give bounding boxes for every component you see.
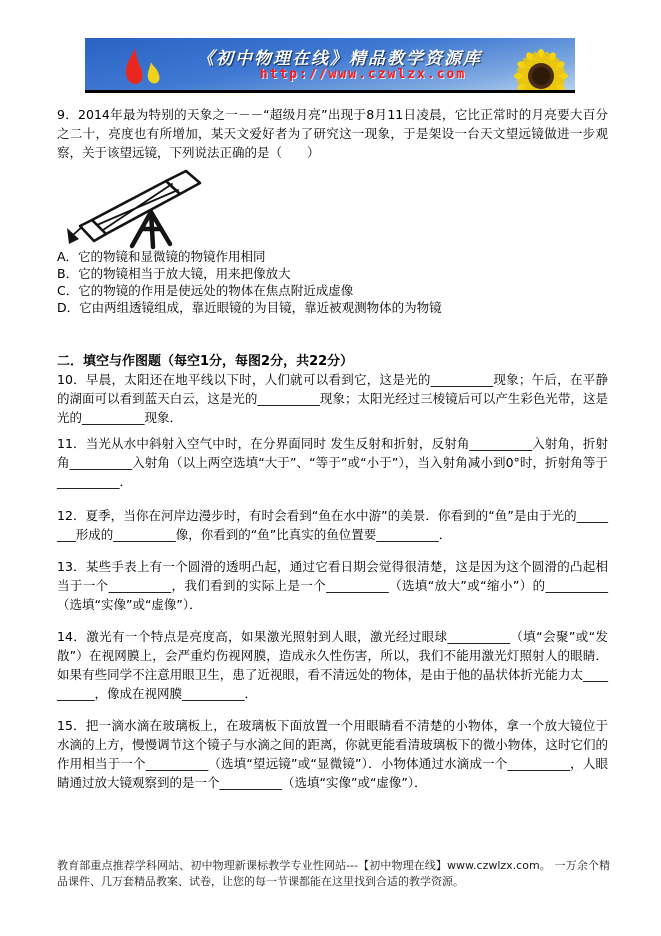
site-url: http://www.czwlzx.com [259,67,467,82]
option-a: A．它的物镜和显微镜的物镜作用相同 [57,249,266,264]
question-12-text: 12．夏季，当你在河岸边漫步时，有时会看到“鱼在水中游”的美景．你看到的“鱼”是由于光的________形成的__________像，你看到的“鱼”比真实的鱼位置要__________． [57,508,608,542]
section-2-title: 二．填空与作图题（每空1分，每图2分，共22分） [57,354,354,369]
question-9-text: 9．2014年最为特别的天象之一－－“超级月亮”出现于8月11日凌晨，它比正常时的月亮要大百分之二十，亮度也有所增加，某天文爱好者为了研究这一现象，于是架设一台天文望远镜做进一步观察，关于该望远镜，下列说法正确的是（ ） [57,107,608,160]
question-13-text: 13．某些手表上有一个圆滑的透明凸起，通过它看日期会觉得很清楚，这是因为这个圆滑的凸起相当于一个__________，我们看到的实际上是一个__________（选填“放大”或“缩小”）的__________（选填“实像”或“虚像”）． [57,559,608,612]
sunflower-icon [503,38,575,93]
question-10-text: 10．早晨，太阳还在地平线以下时，人们就可以看到它，这是光的__________现象；午后，在平静的湖面可以看到蓝天白云，这是光的__________现象；太阳光经过三棱镜后可以产生彩色光带，这是光的__________现象． [57,372,608,425]
footer-promo-text: 教育部重点推荐学科网站、初中物理新课标教学专业性网站---【初中物理在线】www.czwlzx.com。 一万余个精品课件、几万套精品教案、试卷，让您的每一节课都能在这里找到合适的教学资源。 [57,859,610,888]
site-title: 《初中物理在线》精品教学资源库 [197,49,482,69]
site-banner [85,38,575,93]
question-14-text: 14．激光有一个特点是亮度高，如果激光照射到人眼，激光经过眼球__________（填“会聚”或“发散”）在视网膜上，会严重灼伤视网膜，造成永久性伤害，所以，我们不能用激光灯照射人的眼睛．如果有些同学不注意用眼卫生，患了近视眼，看不清远处的物体，是由于他的晶状体折光能力太__________，像成在视网膜__________． [57,629,608,701]
question-9-options [57,248,577,316]
question-11-text: 11．当光从水中斜射入空气中时，在分界面同时 发生反射和折射，反射角__________入射角，折射角__________入射角（以上两空选填“大于”、“等于”或“小于”），当入射角减小到0°时，折射角等于__________． [57,436,608,489]
option-c: C．它的物镜的作用是使远处的物体在焦点附近成虚像 [57,283,354,298]
question-15-text: 15．把一滴水滴在玻璃板上，在玻璃板下面放置一个用眼睛看不清楚的小物体，拿一个放大镜位于水滴的上方，慢慢调节这个镜子与水滴之间的距离，你就更能看清玻璃板下的微小物体，这时它们的作用相当于一个__________（选填“望远镜”或“显微镜”）．小物体通过水滴成一个__________，人眼睛通过放大镜观察到的是一个__________（选填“实像”或“虚像”）． [57,718,608,790]
option-b: B．它的物镜相当于放大镜，用来把像放大 [57,266,291,281]
logo-icon [117,46,175,88]
telescope-image [62,168,210,250]
option-d: D．它由两组透镜组成，靠近眼镜的为目镜，靠近被观测物体的为物镜 [57,300,442,315]
